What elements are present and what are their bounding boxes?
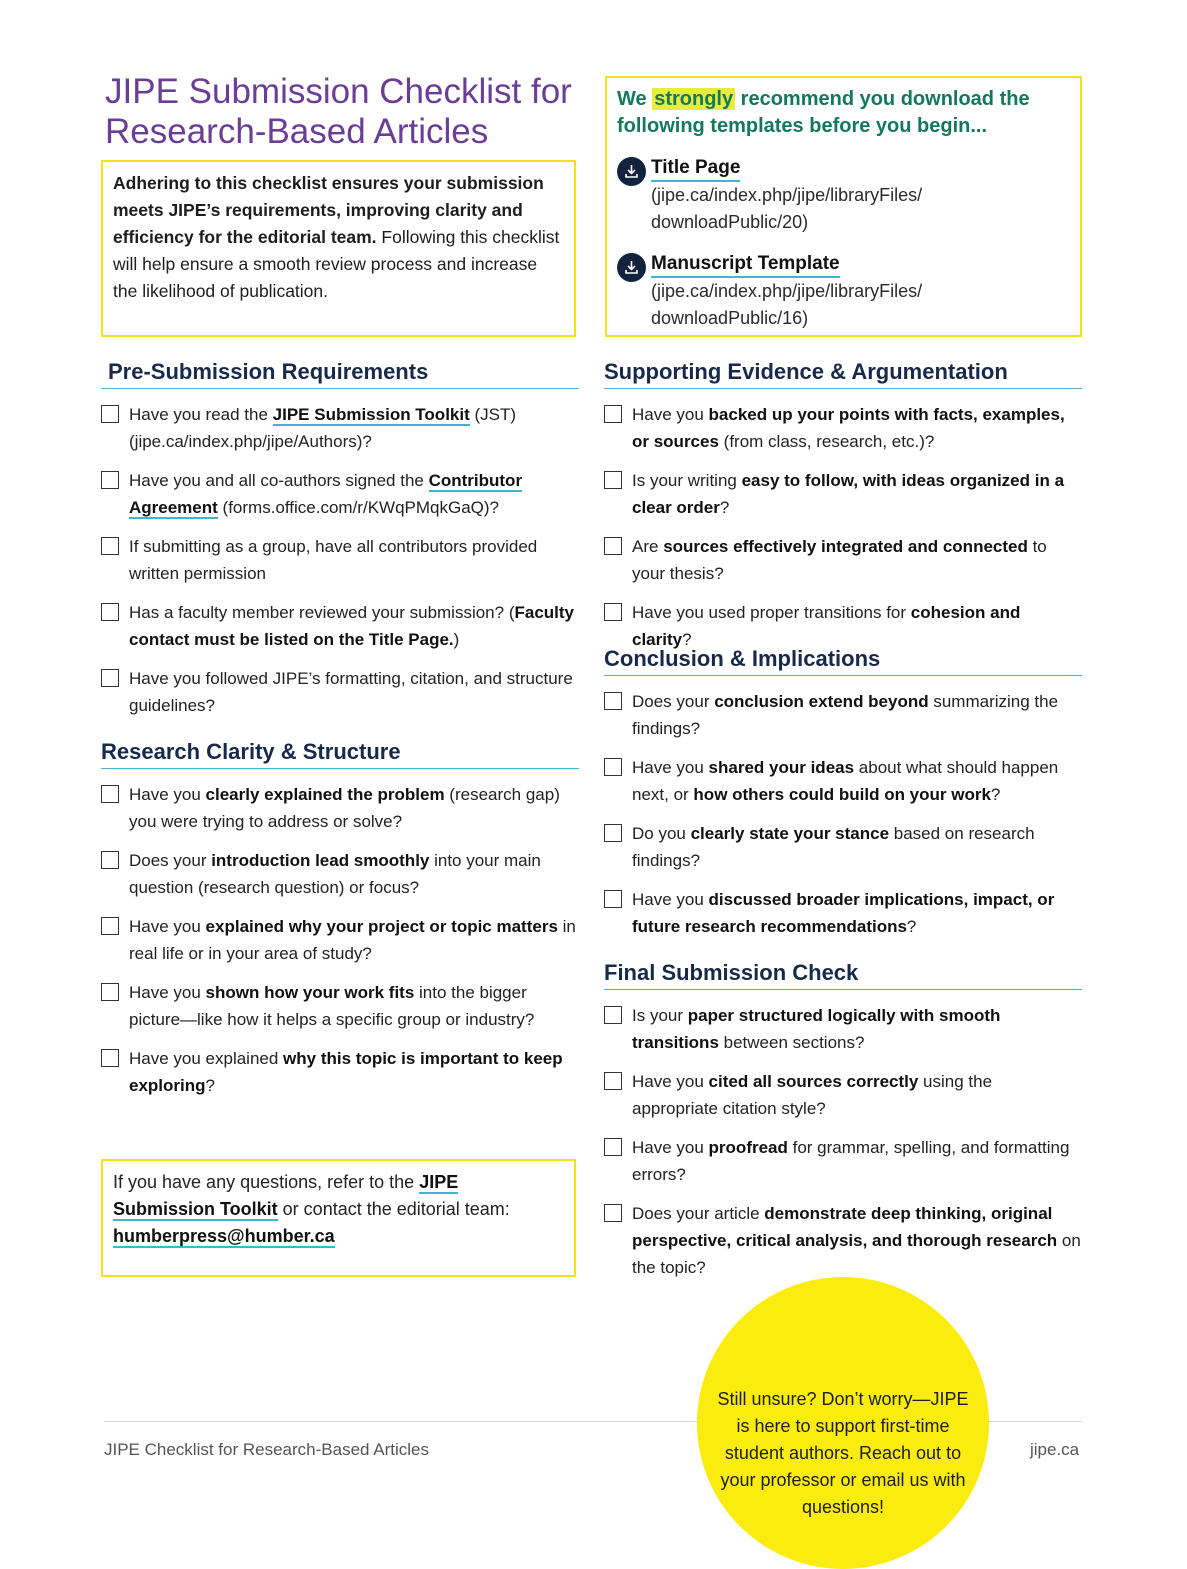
checklist-item [101,401,579,455]
section-research-clarity [101,738,579,1099]
checklist-text: Does your [129,851,212,870]
checklist-emphasis: cited all sources correctly [708,1072,919,1091]
checklist-item [604,1200,1082,1281]
checkbox[interactable] [101,669,119,687]
checkbox[interactable] [604,890,622,908]
checklist-emphasis: how others could build on your work [693,785,991,804]
section-heading: Supporting Evidence & Argumentation [604,358,1082,389]
checkbox[interactable] [101,405,119,423]
checklist-text: (research gap) you were trying to address or solve? [129,785,560,831]
checklist-emphasis: shared your ideas [708,758,855,777]
templates-box [605,76,1082,337]
section-heading: Research Clarity & Structure [101,738,579,769]
intro-normal-text: Following this checklist will help ensure a smooth review process and increase the likelihood of publication. [113,227,560,301]
checkbox[interactable] [101,983,119,1001]
contact-box [101,1159,576,1277]
templates-heading [617,86,1070,140]
checklist-emphasis: explained why your project or topic matters [205,917,558,936]
checkbox[interactable] [604,758,622,776]
checklist-text: in real life or in your area of study? [129,917,576,963]
checklist-text: on the topic? [632,1231,1081,1277]
checklist-text: Do you [632,824,691,843]
checklist-text: Have you [632,890,709,909]
checklist-link[interactable]: Contributor Agreement [129,471,523,517]
footer-site[interactable]: jipe.ca [1030,1440,1080,1459]
checklist-text: ? [719,498,730,517]
checklist-item [604,467,1082,521]
checklist-item [604,1134,1082,1188]
checklist-text: ? [990,785,1001,804]
checklist-item [604,1068,1082,1122]
checklist-text: Is your [632,1006,688,1025]
checkbox[interactable] [604,824,622,842]
section-conclusion [604,645,1082,940]
checkbox[interactable] [604,405,622,423]
checklist-text: (from class, research, etc.)? [718,432,935,451]
checklist-text: If submitting as a group, have all contributors provided written permission [129,537,538,583]
page-title-line-1: JIPE Submission Checklist for [105,72,572,111]
template-title-page[interactable] [617,156,1070,236]
checklist-item [101,467,579,521]
download-icon[interactable] [617,253,646,282]
template-title-link[interactable]: Title Page [651,156,740,182]
checklist-emphasis: why this topic is important to keep exploring [129,1049,563,1095]
checklist-text: based on research findings? [632,824,1035,870]
checklist-text: ) [453,630,460,649]
checkbox[interactable] [604,1138,622,1156]
checkbox[interactable] [604,1204,622,1222]
checklist-emphasis: backed up your points with facts, examples, or sources [632,405,1065,451]
checklist-emphasis: clearly explained the problem [205,785,445,804]
checkbox[interactable] [604,471,622,489]
template-manuscript[interactable] [617,252,1070,332]
checklist-text: to your thesis? [632,537,1047,583]
checkbox[interactable] [101,471,119,489]
page-title [105,72,595,152]
checklist-text: ? [682,630,692,649]
checkbox[interactable] [604,692,622,710]
checklist-text: about what should happen next, or [632,758,1059,804]
checkbox[interactable] [604,537,622,555]
checklist-emphasis: introduction lead smoothly [211,851,430,870]
checklist-item [604,401,1082,455]
checklist-link[interactable]: JIPE Submission Toolkit [272,405,470,424]
page-title-line-2: Research-Based Articles [105,112,489,151]
checklist-text: Does your [632,692,715,711]
section-final-check [604,959,1082,1281]
checklist-text: Have you [129,917,206,936]
footer-title: JIPE Checklist for Research-Based Articles [104,1440,430,1459]
checklist-emphasis: easy to follow, with ideas organized in a clear order [632,471,1065,517]
checklist-emphasis: proofread [708,1138,788,1157]
checklist-text: Have you [632,405,709,424]
checklist-text: (JST) (jipe.ca/index.php/jipe/Authors)? [129,405,517,451]
download-icon[interactable] [617,157,646,186]
checklist-text: Have you [632,1138,709,1157]
intro-text [113,170,564,305]
checkbox[interactable] [101,917,119,935]
checklist-text: Have you followed JIPE’s formatting, citation, and structure guidelines? [129,669,573,715]
checklist-text: using the appropriate citation style? [632,1072,993,1118]
checklist-item [101,599,579,653]
contact-mid-text: or contact the editorial team: [277,1199,510,1219]
template-title-link[interactable]: Manuscript Template [651,252,840,278]
section-heading: Conclusion & Implications [604,645,1082,676]
template-url-line-2: downloadPublic/20) [651,212,809,232]
checklist-emphasis: paper structured logically with smooth transitions [632,1006,1001,1052]
templates-heading-post: recommend you download the following templates before you begin... [617,88,1030,137]
checklist-emphasis: Faculty contact must be listed on the Title Page. [129,603,575,649]
checkbox[interactable] [604,603,622,621]
checklist-text: Have you read the [129,405,273,424]
checklist-emphasis: sources effectively integrated and connected [663,537,1028,556]
templates-heading-pre: We [617,88,653,110]
template-url-line-1: (jipe.ca/index.php/jipe/libraryFiles/ [651,281,923,301]
checklist-emphasis: discussed broader implications, impact, or future research recommendations [632,890,1055,936]
checklist-item [101,533,579,587]
checklist-text: into the bigger picture—like how it helps a specific group or industry? [129,983,535,1029]
checklist-item [101,847,579,901]
checklist-text: ? [906,917,917,936]
checklist-text: Have you and all co-authors signed the [129,471,429,490]
checklist-emphasis: conclusion extend beyond [714,692,929,711]
checklist-emphasis: clearly state your stance [690,824,890,843]
intro-box [101,160,576,337]
email-link[interactable]: humberpress@humber.ca [113,1226,335,1246]
checkbox[interactable] [101,603,119,621]
intro-bold-text: Adhering to this checklist ensures your submission meets JIPE’s requirements, improving clarity and efficiency for the editorial team. [113,173,544,247]
checkbox[interactable] [101,537,119,555]
checklist-text: for grammar, spelling, and formatting errors? [632,1138,1070,1184]
checklist-item [101,665,579,719]
section-heading: Final Submission Check [604,959,1082,990]
section-heading: Pre-Submission Requirements [101,358,579,389]
checklist-text: Have you [129,785,206,804]
support-callout-circle [697,1277,989,1569]
templates-heading-highlight: strongly [654,88,734,110]
checklist-text: summarizing the findings? [632,692,1059,738]
checklist-text: Is your writing [632,471,742,490]
template-url-line-1: (jipe.ca/index.php/jipe/libraryFiles/ [651,185,923,205]
contact-pre-text: If you have any questions, refer to the [113,1172,420,1192]
template-url-line-2: downloadPublic/16) [651,308,809,328]
checklist-text: between sections? [718,1033,865,1052]
checklist-item [101,979,579,1033]
checklist-item [604,688,1082,742]
checkbox[interactable] [604,1072,622,1090]
checkbox[interactable] [101,1049,119,1067]
checklist-text: Has a faculty member reviewed your submission? ( [129,603,515,622]
checklist-emphasis: shown how your work fits [205,983,415,1002]
checkbox[interactable] [101,851,119,869]
checklist-text: Have you [632,758,709,777]
checklist-text: (forms.office.com/r/KWqPMqkGaQ)? [217,498,500,517]
contact-text [113,1169,564,1250]
checklist-text: Does your article [632,1204,765,1223]
checklist-emphasis: demonstrate deep thinking, original perspective, critical analysis, and thorough research [632,1204,1058,1250]
checklist-item [604,886,1082,940]
checkbox[interactable] [101,785,119,803]
checklist-item [604,1002,1082,1056]
support-callout-text: Still unsure? Don’t worry—JIPE is here to support first-time student authors. Reach out to your professor or email us with questions! [717,1388,969,1517]
checklist-text: Have you [129,983,206,1002]
section-supporting-evidence [604,358,1082,653]
checklist-item [604,533,1082,587]
section-pre-submission [101,358,579,719]
checklist-item [101,781,579,835]
checklist-item [101,1045,579,1099]
checklist-text: Have you explained [129,1049,284,1068]
checklist-text: Have you [632,1072,709,1091]
toolkit-link[interactable]: JIPE Submission Toolkit [113,1172,459,1219]
checklist-text: Have you used proper transitions for [632,603,911,622]
checklist-item [604,754,1082,808]
checklist-item [604,820,1082,874]
checklist-text: into your main question (research question) or focus? [129,851,541,897]
checklist-emphasis: cohesion and clarity [632,603,1021,649]
checkbox[interactable] [604,1006,622,1024]
checklist-text: ? [205,1076,215,1095]
checklist-item [101,913,579,967]
checklist-text: Are [632,537,664,556]
